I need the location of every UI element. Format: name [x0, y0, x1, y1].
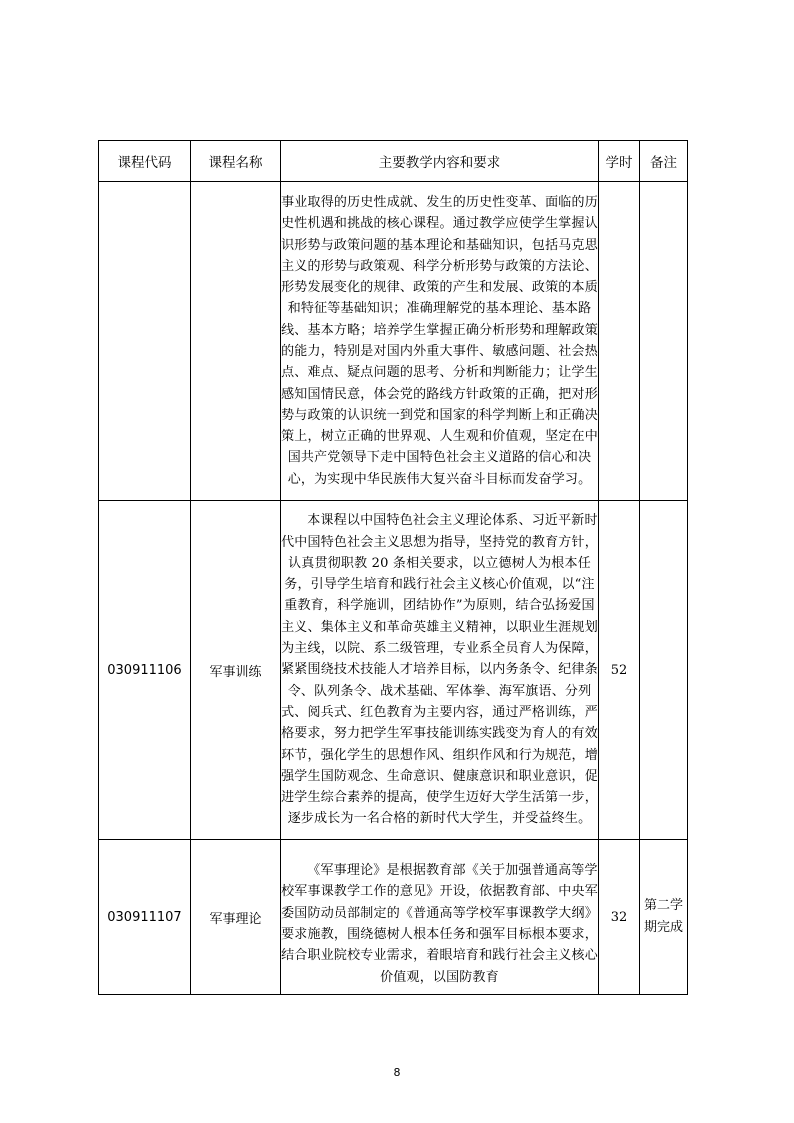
course-content-cell: [281, 182, 599, 501]
header-course-code: 课程代码: [99, 141, 191, 182]
course-hours-cell: 32: [599, 840, 640, 995]
course-content-cell: [281, 840, 599, 995]
course-table: [98, 140, 688, 995]
table-header-row: [99, 141, 688, 182]
course-name-cell: [191, 182, 281, 501]
course-name-cell: 军事理论: [191, 840, 281, 995]
table-row: [99, 182, 688, 501]
course-code-cell: [99, 182, 191, 501]
header-note: 备注: [640, 141, 688, 182]
table-row: [99, 840, 688, 995]
header-course-name: 课程名称: [191, 141, 281, 182]
course-content-text: 事业取得的历史性成就、发生的历史性变革、面临的历史性机遇和挑战的核心课程。通过教学应使学生掌握认识形势与政策问题的基本理论和基础知识，包括马克思主义的形势与政策观、科学分析形势与政策的方法论、形势发展变化的规律、政策的产生和发展、政策的本质和特征等基础知识；准确理解党的基本理论、基本路线、基本方略；培养学生掌握正确分析形势和理解政策的能力，特别是对国内外重大事件、敏感问题、社会热点、难点、疑点问题的思考、分析和判断能力；让学生感知国情民意，体会党的路线方针政策的正确，把对形势与政策的认识统一到党和国家的科学判断上和正确决策上，树立正确的世界观、人生观和价值观，坚定在中国共产党领导下走中国特色社会主义道路的信心和决心，为实现中华民族伟大复兴奋斗目标而发奋学习。: [281, 194, 598, 487]
course-note-cell: [640, 182, 688, 501]
header-hours: 学时: [599, 141, 640, 182]
course-note-cell: 第二学期完成: [640, 840, 688, 995]
course-hours-cell: 52: [599, 501, 640, 840]
course-code-cell: 030911106: [99, 501, 191, 840]
course-note-cell: [640, 501, 688, 840]
course-name-cell: 军事训练: [191, 501, 281, 840]
table-row: [99, 501, 688, 840]
course-content-cell: [281, 501, 599, 840]
course-code-cell: 030911107: [99, 840, 191, 995]
course-hours-cell: [599, 182, 640, 501]
header-content: 主要教学内容和要求: [281, 141, 599, 182]
course-content-text: 本课程以中国特色社会主义理论体系、习近平新时代中国特色社会主义思想为指导，坚持党的教育方针，认真贯彻职教 20 条相关要求，以立德树人为根本任务，引导学生培育和践行社会主义核心价值观，以“注重教育，科学施训，团结协作”为原则，结合弘扬爱国主义、集体主义和革命英雄主义精神，以职业生涯规划为主线，以院、系二级管理，专业系全员育人为保障，紧紧围绕技术技能人才培养目标，以内务条令、纪律条令、队列条令、战术基础、军体拳、海军旗语、分列式、阅兵式、红色教育为主要内容，通过严格训练，严格要求，努力把学生军事技能训练实践变为育人的有效环节，强化学生的思想作风、组织作风和行为规范，增强学生国防观念、生命意识、健康意识和职业意识，促进学生综合素养的提高，使学生迈好大学生活第一步，逐步成长为一名合格的新时代大学生，并受益终生。: [281, 513, 598, 827]
page-number: 8: [393, 1066, 401, 1079]
course-content-text: 《军事理论》是根据教育部《关于加强普通高等学校军事课教学工作的意见》开设，依据教育部、中央军委国防动员部制定的《普通高等学校军事课教学大纲》要求施教，围绕德树人根本任务和强军目标根本要求，结合职业院校专业需求，着眼培育和践行社会主义核心价值观，以国防教育: [281, 863, 598, 985]
